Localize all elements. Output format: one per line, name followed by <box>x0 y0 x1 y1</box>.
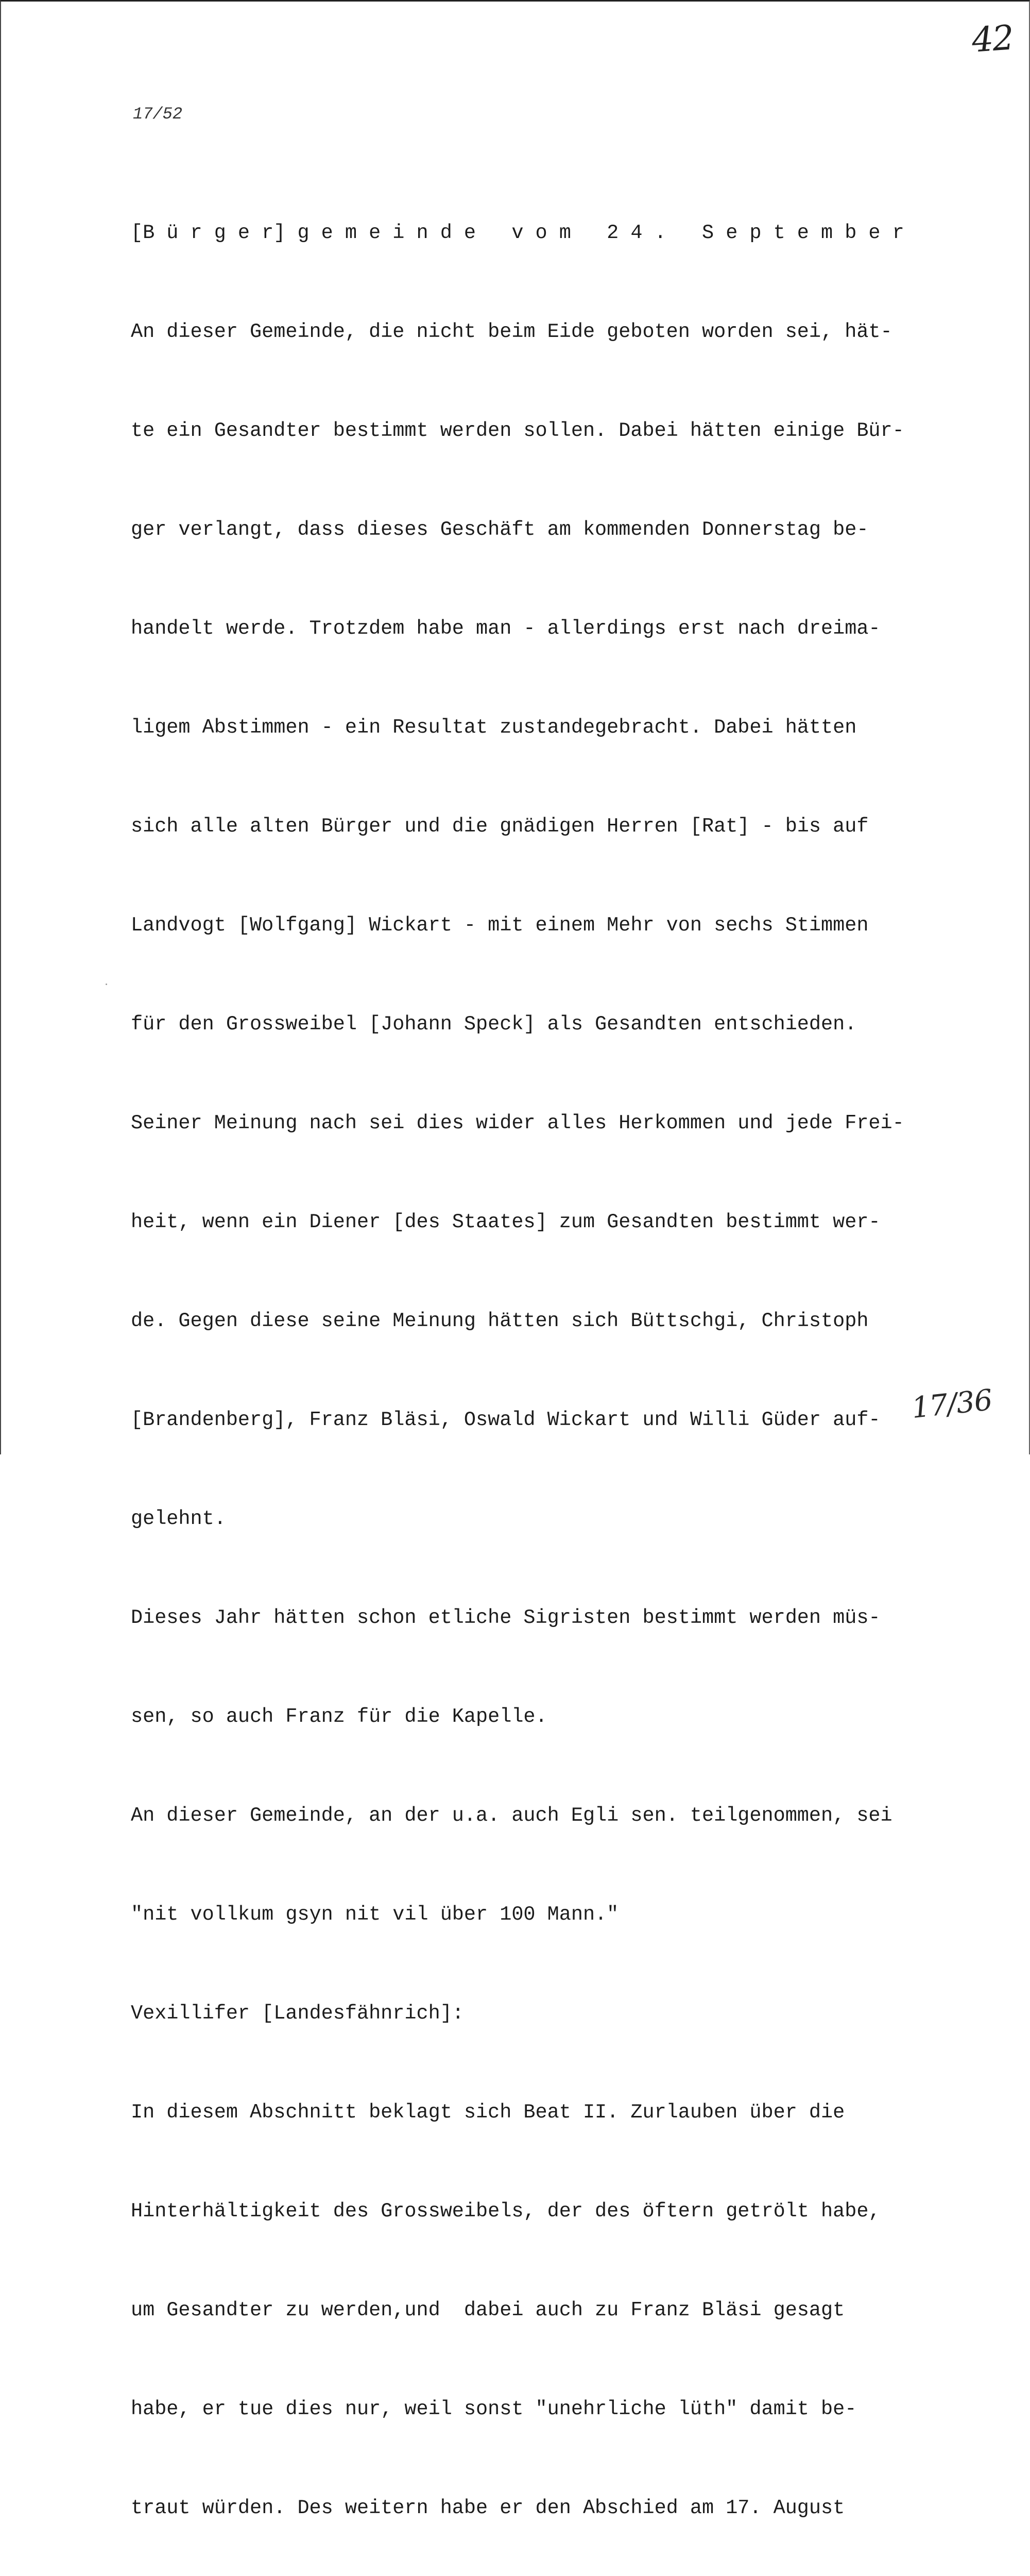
text-line: Hinterhältigkeit des Grossweibels, der des öftern getrölt habe, <box>131 2200 881 2223</box>
reference-number: 17/52 <box>133 105 183 124</box>
text-line: Seiner Meinung nach sei dies wider alles Herkommen und jede Frei- <box>131 1112 904 1134</box>
subsection-heading: Vexillifer [Landesfähnrich]: <box>131 2002 464 2025</box>
text-line: [Brandenberg], Franz Bläsi, Oswald Wickart und Willi Güder auf- <box>131 1409 881 1431</box>
text-line: um Gesandter zu werden,und dabei auch zu Franz Bläsi gesagt <box>131 2299 845 2321</box>
text-line: ligem Abstimmen - ein Resultat zustandegebracht. Dabei hätten <box>131 716 857 739</box>
text-line: habe, er tue dies nur, weil sonst "unehrliche lüth" damit be- <box>131 2398 857 2420</box>
margin-speck <box>106 984 107 985</box>
text-line: In diesem Abschnitt beklagt sich Beat II. Zurlauben über die <box>131 2101 845 2124</box>
text-line: sich alle alten Bürger und die gnädigen Herren [Rat] - bis auf <box>131 815 869 838</box>
text-line: heit, wenn ein Diener [des Staates] zum Gesandten bestimmt wer- <box>131 1211 881 1233</box>
text-line: An dieser Gemeinde, die nicht beim Eide geboten worden sei, hät- <box>131 320 892 343</box>
text-line: handelt werde. Trotzdem habe man - allerdings erst nach dreima- <box>131 617 881 640</box>
text-line: Dieses Jahr hätten schon etliche Sigristen bestimmt werden müs- <box>131 1606 881 1629</box>
handwritten-archive-number: 17/36 <box>910 1383 994 1425</box>
text-line: de. Gegen diese seine Meinung hätten sich Büttschgi, Christoph <box>131 1310 869 1332</box>
text-line: sen, so auch Franz für die Kapelle. <box>131 1705 547 1728</box>
text-line: An dieser Gemeinde, an der u.a. auch Egli sen. teilgenommen, sei <box>131 1804 892 1827</box>
text-line: gelehnt. <box>131 1507 226 1530</box>
typewritten-body <box>131 150 955 2576</box>
text-line: te ein Gesandter bestimmt werden sollen. Dabei hätten einige Bür- <box>131 419 904 442</box>
text-line: traut würden. Des weitern habe er den Abschied am 17. August <box>131 2497 845 2519</box>
section-heading: [B ü r g e r] g e m e i n d e v o m 2 4 . S e p t e m b e r <box>131 222 904 244</box>
text-line: für den Grossweibel [Johann Speck] als Gesandten entschieden. <box>131 1013 857 1036</box>
text-line: Landvogt [Wolfgang] Wickart - mit einem Mehr von sechs Stimmen <box>131 914 869 937</box>
text-line: ger verlangt, dass dieses Geschäft am kommenden Donnerstag be- <box>131 518 869 541</box>
handwritten-folio-number: 42 <box>970 18 1015 60</box>
text-line: "nit vollkum gsyn nit vil über 100 Mann." <box>131 1903 619 1926</box>
